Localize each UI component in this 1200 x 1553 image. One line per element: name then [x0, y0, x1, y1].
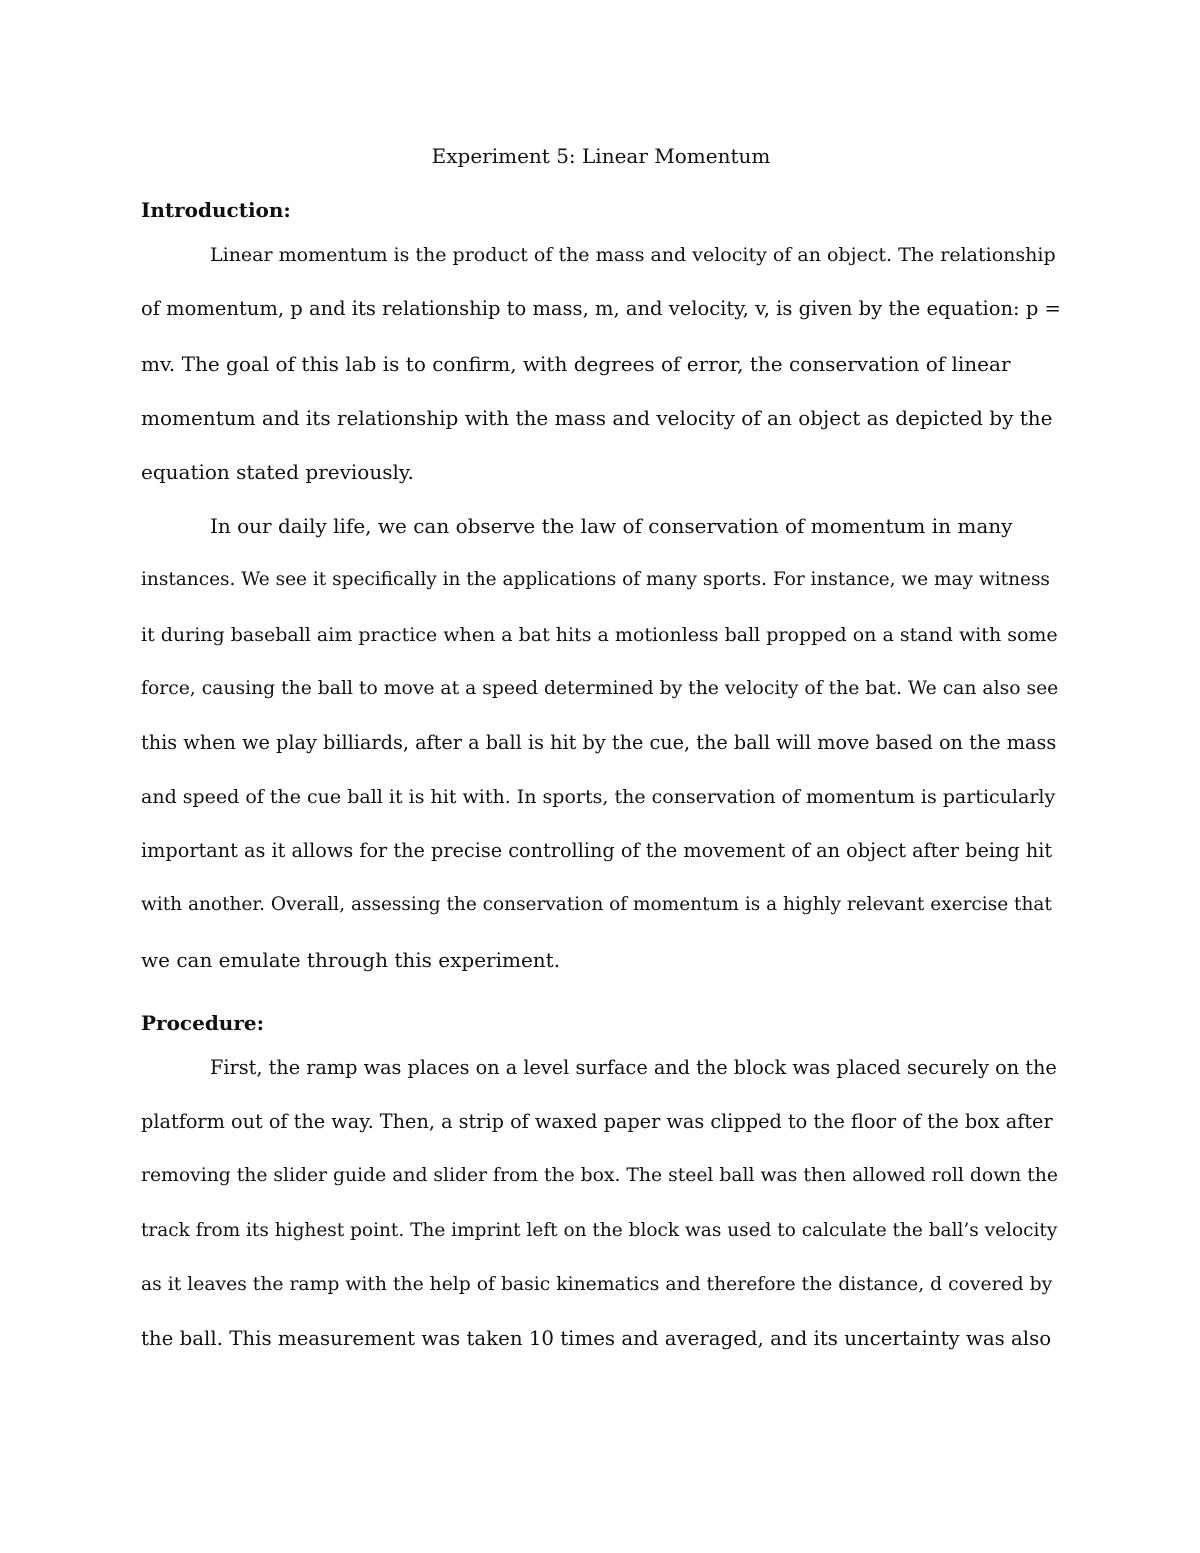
introduction-heading: Introduction:	[141, 198, 291, 223]
paragraph-line: First, the ramp was places on a level surface and the block was placed securely on the	[210, 1056, 1057, 1079]
paragraph-line: with another. Overall, assessing the conservation of momentum is a highly relevant exercise that	[141, 894, 1052, 916]
paragraph-line: track from its highest point. The imprint left on the block was used to calculate the ball’s velocity	[141, 1219, 1058, 1241]
paragraph-line: force, causing the ball to move at a speed determined by the velocity of the bat. We can also see	[141, 677, 1059, 699]
introduction-paragraph-2	[141, 499, 1061, 987]
paragraph-line: it during baseball aim practice when a bat hits a motionless ball propped on a stand with some	[141, 623, 1058, 646]
paragraph-line: important as it allows for the precise controlling of the movement of an object after being hit	[141, 839, 1053, 863]
procedure-paragraph-1	[141, 1041, 1061, 1366]
paragraph-line: In our daily life, we can observe the law of conservation of momentum in many	[210, 514, 1013, 539]
paragraph-line: Linear momentum is the product of the mass and velocity of an object. The relationship	[210, 244, 1056, 267]
paragraph-line: the ball. This measurement was taken 10 times and averaged, and its uncertainty was also	[141, 1326, 1052, 1350]
document-body	[141, 139, 1061, 1366]
introduction-paragraph-1	[141, 228, 1061, 499]
paragraph-line: platform out of the way. Then, a strip of waxed paper was clipped to the floor of the box after	[141, 1110, 1053, 1134]
paragraph-line: and speed of the cue ball it is hit with. In sports, the conservation of momentum is particularly	[141, 786, 1056, 809]
paragraph-line: removing the slider guide and slider from the box. The steel ball was then allowed roll down the	[141, 1165, 1058, 1187]
paragraph-line: instances. We see it specifically in the applications of many sports. For instance, we may witness	[141, 569, 1050, 591]
procedure-heading: Procedure:	[141, 1011, 264, 1035]
paragraph-line: this when we play billiards, after a ball is hit by the cue, the ball will move based on the mass	[141, 730, 1057, 754]
document-title: Experiment 5: Linear Momentum	[431, 144, 771, 168]
paragraph-line: mv. The goal of this lab is to confirm, with degrees of error, the conservation of linear	[141, 351, 1011, 376]
paragraph-line: momentum and its relationship with the mass and velocity of an object as depicted by the	[141, 405, 1053, 430]
paragraph-line: we can emulate through this experiment.	[141, 947, 561, 972]
paragraph-line: equation stated previously.	[141, 459, 414, 484]
paragraph-line: as it leaves the ramp with the help of basic kinematics and therefore the distance, d covered by	[141, 1273, 1053, 1295]
paragraph-line: of momentum, p and its relationship to mass, m, and velocity, v, is given by the equation: p =	[141, 297, 1061, 321]
